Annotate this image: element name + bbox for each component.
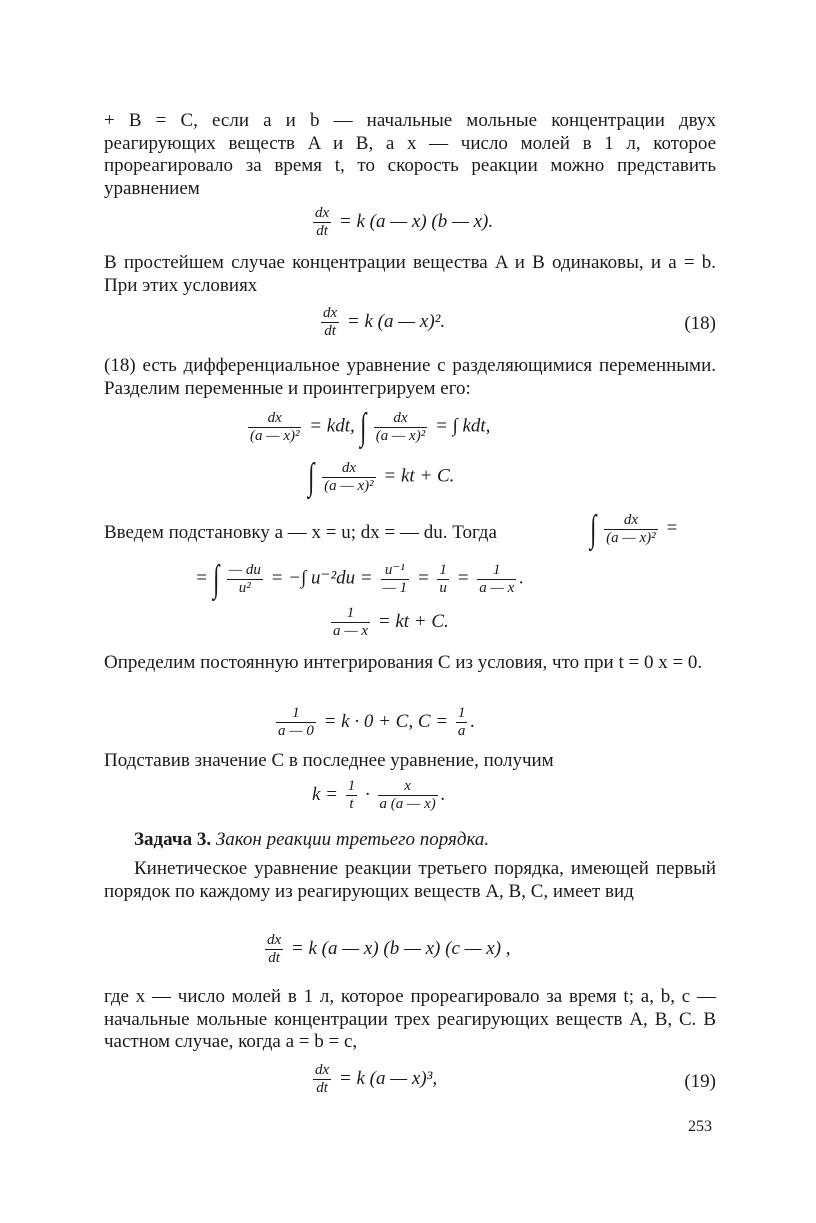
task-label: Задача 3.	[134, 829, 212, 850]
equation-k: k = $\frac{1}{t}$ · $\frac{x}{a (a — x)}$ .	[312, 778, 446, 812]
equation-separation: $\frac{dx}{\text{(a — x)²}}$ = kdt, ∫ $\frac{dx}{\text{(a — x)²}}$ = ∫ kdt,	[250, 406, 491, 448]
paragraph-third-order: Кинетическое уравнение реакции третьего порядка, имеющей первый порядок по каждому из реагирующих веществ A, B, C, имеет вид	[104, 858, 716, 902]
paragraph-definitions: где x — число молей в 1 л, которое прореагировало за время t; a, b, c — начальные мольные концентрации трех реагирующих веществ A, B, C. В частном случае, когда a = b = c,	[104, 986, 716, 1052]
fraction-one-a-minus-zero: $\frac{1}{a — 0}$	[278, 705, 314, 739]
equation-result: $\frac{1}{a — x}$ = kt + C.	[333, 605, 449, 639]
paragraph-intro: + B = C, если a и b — начальные мольные концентрации двух реагирующих веществ A и B, а x — число молей в 1 л, которое прореагировало за время t, то скорость реакции можно представить уравнением	[104, 110, 716, 199]
fraction-x-a-ax: $\frac{x}{a (a — x)}$	[379, 778, 436, 812]
equation-18: $\frac{dx}{dt}$ = k (a — x)².	[323, 305, 446, 339]
paragraph-separable: (18) есть дифференциальное уравнение с разделяющимися переменными. Разделим переменные и проинтегрируем его:	[104, 355, 716, 399]
equation-constant: $\frac{1}{a — 0}$ = k · 0 + C, C = $\frac{1}{a}$ .	[278, 705, 476, 739]
task-heading	[134, 829, 489, 851]
task-title: Закон реакции третьего порядка.	[215, 829, 490, 850]
equation-number-19: (19)	[684, 1071, 716, 1092]
fraction-dx-ax2: $\frac{dx}{\text{(a — x)²}}$	[324, 459, 374, 494]
equation-integral: ∫ $\frac{dx}{\text{(a — x)²}}$ = kt + C.	[308, 456, 455, 498]
equation-substitution: = ∫ $\frac{— du}{\text{u²}}$ = −∫ u⁻²du = $\frac{\text{u⁻¹}}{— 1}$ = $\frac{1}{u}$ = $\frac{1}{a — x}$ .	[195, 558, 524, 600]
paragraph-substitute: Подставив значение C в последнее уравнение, получим	[104, 750, 554, 771]
equation-third-order: $\frac{dx}{dt}$ = k (a — x) (b — x) (c — x) ,	[267, 932, 511, 966]
equation-19: $\frac{dx}{dt}$ = k (a — x)³,	[315, 1062, 438, 1096]
equation-rate: $\frac{dx}{dt}$ = k (a — x) (b — x).	[315, 205, 494, 239]
paragraph-substitution: Введем подстановку a — x = u; dx = — du. Тогда	[104, 522, 497, 543]
paragraph-constant: Определим постоянную интегрирования C из условия, что при t = 0 x = 0.	[104, 652, 703, 673]
integral-sign: ∫	[308, 456, 315, 498]
fraction-u-inverse: $\frac{\text{u⁻¹}}{— 1}$	[382, 561, 408, 596]
fraction-dx-dt: $\frac{dx}{dt}$	[315, 205, 330, 239]
page-number: 253	[688, 1118, 712, 1135]
equation-substitution-head: ∫ $\frac{dx}{\text{(a — x)²}}$ =	[590, 508, 679, 550]
fraction-dx-ax2: $\frac{dx}{\text{(a — x)²}}$	[606, 511, 656, 546]
equation-number-18: (18)	[684, 313, 716, 334]
fraction-one-a-minus-x: $\frac{1}{a — x}$	[479, 561, 515, 596]
integral-sign: ∫	[590, 508, 597, 550]
fraction-minus-du-u2: $\frac{— du}{\text{u²}}$	[228, 561, 261, 596]
fraction-one-a: $\frac{1}{a}$	[457, 705, 466, 739]
fraction-dx-dt: $\frac{dx}{dt}$	[267, 932, 282, 966]
fraction-one-a-minus-x: $\frac{1}{a — x}$	[333, 605, 368, 639]
fraction-dx-ax2: $\frac{dx}{\text{(a — x)²}}$	[250, 409, 300, 444]
paragraph-simple-case: В простейшем случае концентрации вещества A и B одинаковы, и a = b. При этих условиях	[104, 252, 716, 296]
fraction-dx-dt: $\frac{dx}{dt}$	[315, 1062, 330, 1096]
integral-sign: ∫	[212, 558, 219, 600]
fraction-dx-dt: $\frac{dx}{dt}$	[323, 305, 338, 339]
fraction-one-t: $\frac{1}{t}$	[347, 778, 356, 812]
fraction-one-u: $\frac{1}{u}$	[439, 561, 447, 596]
integral-sign: ∫	[359, 406, 366, 448]
fraction-dx-ax2: $\frac{dx}{\text{(a — x)²}}$	[375, 409, 426, 444]
